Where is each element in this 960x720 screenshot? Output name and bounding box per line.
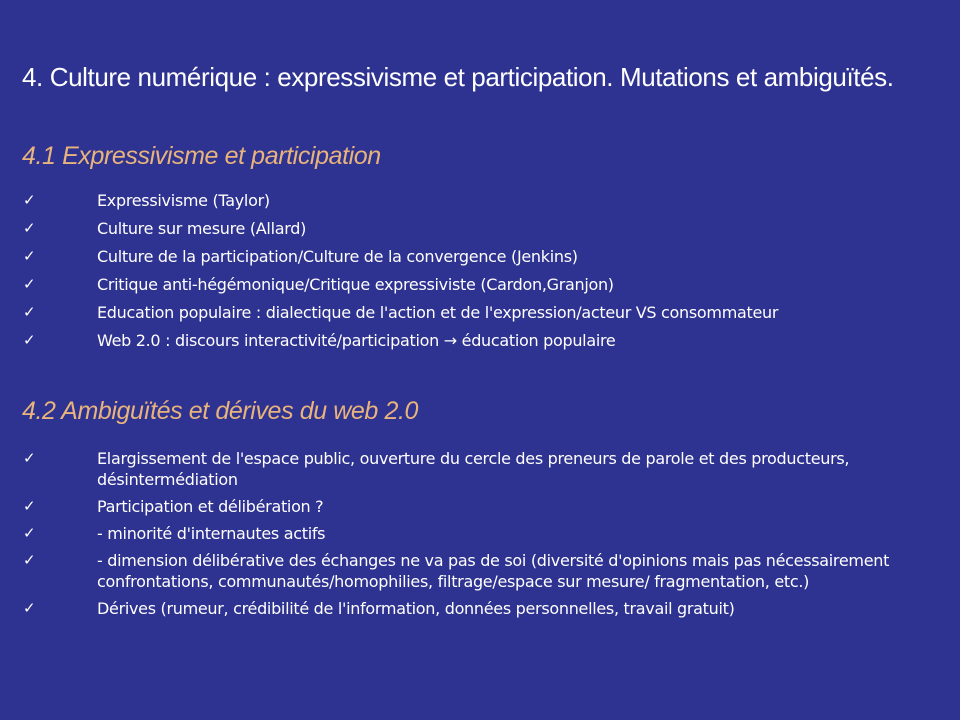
checkmark-icon: ✓ [23, 449, 36, 467]
bullet-item [22, 496, 922, 517]
bullet-text: Culture sur mesure (Allard) [97, 219, 307, 238]
bullet-item [22, 598, 922, 619]
checkmark-icon: ✓ [23, 599, 36, 617]
bullet-text: Expressivisme (Taylor) [97, 191, 270, 210]
bullet-text: Web 2.0 : discours interactivité/participation → éducation populaire [97, 331, 616, 350]
section-heading: 4.1 Expressivisme et participation [22, 142, 381, 170]
bullet-item [22, 550, 922, 592]
checkmark-icon: ✓ [23, 275, 36, 293]
bullet-item [22, 301, 922, 329]
bullet-text: Dérives (rumeur, crédibilité de l'information, données personnelles, travail gratuit) [97, 599, 735, 618]
checkmark-icon: ✓ [23, 497, 36, 515]
bullet-list [22, 189, 922, 357]
checkmark-icon: ✓ [23, 331, 36, 349]
bullet-text: Participation et délibération ? [97, 497, 324, 516]
bullet-text: Culture de la participation/Culture de la convergence (Jenkins) [97, 247, 578, 266]
bullet-item [22, 523, 922, 544]
bullet-item [22, 329, 922, 357]
bullet-item [22, 273, 922, 301]
bullet-text: Education populaire : dialectique de l'action et de l'expression/acteur VS consommateur [97, 303, 779, 322]
bullet-item [22, 189, 922, 217]
slide-title: 4. Culture numérique : expressivisme et participation. Mutations et ambiguïtés. [22, 62, 894, 92]
bullet-item [22, 245, 922, 273]
checkmark-icon: ✓ [23, 219, 36, 237]
checkmark-icon: ✓ [23, 191, 36, 209]
bullet-text: - minorité d'internautes actifs [97, 524, 326, 543]
checkmark-icon: ✓ [23, 247, 36, 265]
section-heading: 4.2 Ambiguïtés et dérives du web 2.0 [22, 397, 419, 425]
bullet-item [22, 217, 922, 245]
bullet-list [22, 448, 922, 619]
bullet-text: - dimension délibérative des échanges ne va pas de soi (diversité d'opinions mais pas nécessairement confrontations, communautés/homophilies, filtrage/espace sur mesure/ fragmentation, etc.) [97, 551, 890, 591]
section-expressivisme [22, 142, 922, 357]
checkmark-icon: ✓ [23, 551, 36, 569]
bullet-text: Elargissement de l'espace public, ouverture du cercle des preneurs de parole et des producteurs, désintermédiation [97, 449, 850, 489]
checkmark-icon: ✓ [23, 524, 36, 542]
bullet-text: Critique anti-hégémonique/Critique expressiviste (Cardon,Granjon) [97, 275, 614, 294]
checkmark-icon: ✓ [23, 303, 36, 321]
bullet-item [22, 448, 922, 490]
section-ambiguites [22, 397, 922, 625]
